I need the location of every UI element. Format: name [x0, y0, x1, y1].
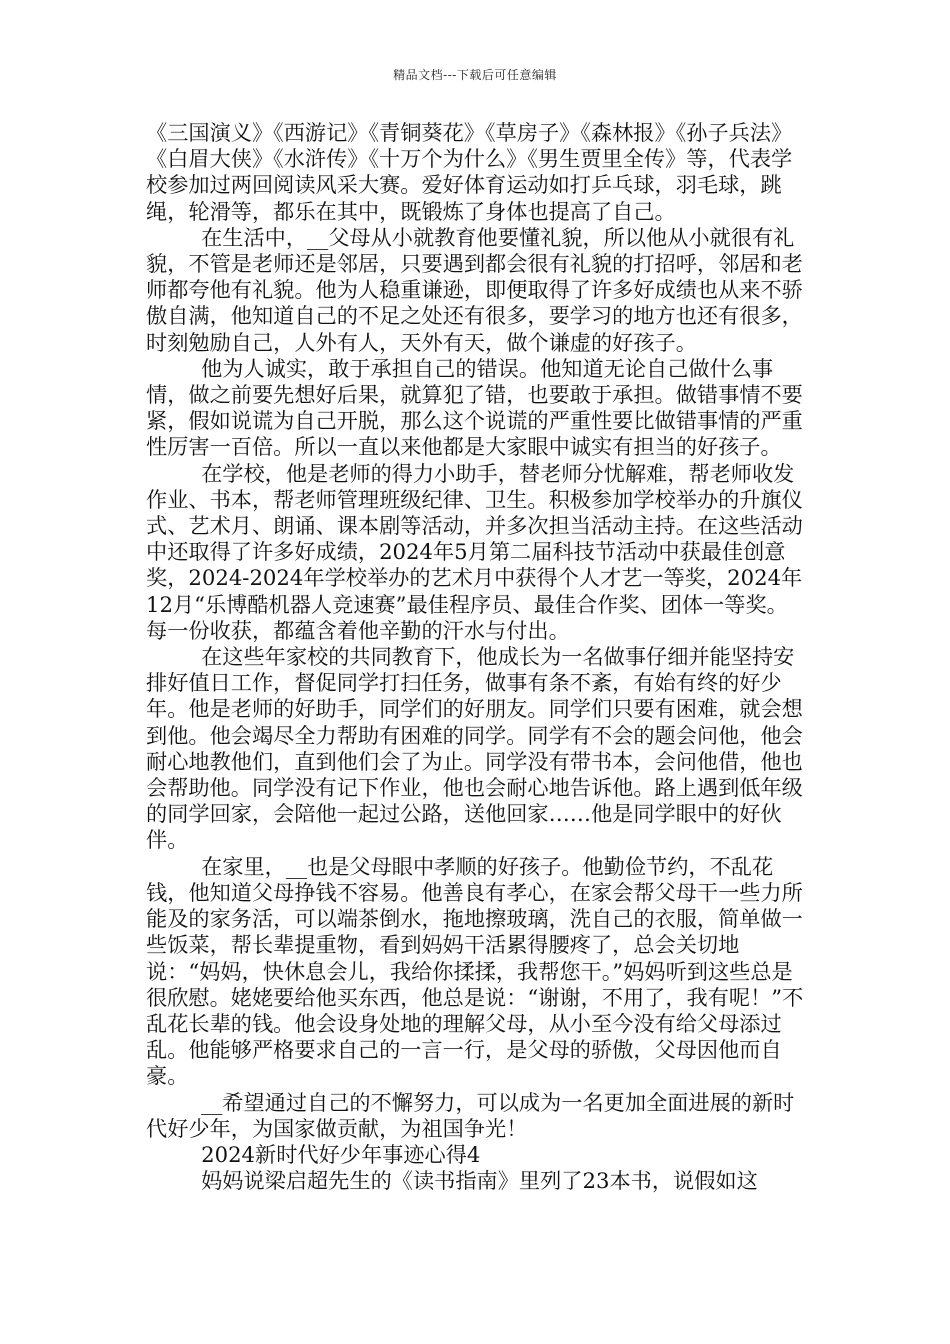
document-body [146, 120, 806, 1194]
paragraph-next-section: 妈妈说梁启超先生的《读书指南》里列了23本书，说假如这 [201, 1168, 758, 1194]
paragraph-honesty: 他为人诚实，敢于承担自己的错误。他知道无论自己做什么事情，做之前要先想好后果，就算犯了错，也要敢于承担。做错事情不要紧，假如说谎为自己开脱，那么这个说谎的严重性要比做错事情的严重性厉害一百倍。所以一直以来他都是大家眼中诚实有担当的好孩子。 [146, 355, 803, 460]
page-header: 精品文档---下载后可任意编辑 [393, 68, 557, 82]
paragraph-school: 在学校，他是老师的得力小助手，替老师分忧解难，帮老师收发作业、书本，帮老师管理班级纪律、卫生。积极参加学校举办的升旗仪式、艺术月、朗诵、课本剧等活动，并多次担当活动主持。在这些活动中还取得了许多好成绩，2024年5月第二届科技节活动中获最佳创意奖，2024-2024年学校举办的艺术月中获得个人才艺一等奖，2024年12月“乐博酷机器人竞速赛”最佳程序员、最佳合作奖、团体一等奖。每一份收获，都蕴含着他辛勤的汗水与付出。 [146, 460, 803, 643]
paragraph-politeness: 在生活中，__父母从小就教育他要懂礼貌，所以他从小就很有礼貌，不管是老师还是邻居，只要遇到都会很有礼貌的打招呼，邻居和老师都夸他有礼貌。他为人稳重谦逊，即便取得了许多好成绩也从来不骄傲自满，他知道自己的不足之处还有很多，要学习的地方也还有很多，时刻勉励自己，人外有人，天外有天，做个谦虚的好孩子。 [146, 224, 803, 355]
paragraph-home: 在家里，__也是父母眼中孝顺的好孩子。他勤俭节约，不乱花钱，他知道父母挣钱不容易。他善良有孝心，在家会帮父母干一些力所能及的家务活，可以端茶倒水，拖地擦玻璃，洗自己的衣服，简单做一些饭菜，帮长辈提重物，看到妈妈干活累得腰疼了，总会关切地说：“妈妈，快休息会儿，我给你揉揉，我帮您干。”妈妈听到这些总是很欣慰。姥姥要给他买东西，他总是说：“谢谢，不用了，我有呢！”不乱花长辈的钱。他会设身处地的理解父母，从小至今没有给父母添过乱。他能够严格要求自己的一言一行，是父母的骄傲，父母因他而自豪。 [146, 853, 804, 1089]
paragraph-classmates: 在这些年家校的共同教育下，他成长为一名做事仔细并能坚持安排好值日工作，督促同学打扫任务，做事有条不紊，有始有终的好少年。他是老师的好助手，同学们的好朋友。同学们只要有困难，就会想到他。他会竭尽全力帮助有困难的同学。同学有不会的题会问他，他会耐心地教他们，直到他们会了为止。同学没有带书本，会问他借，他也会帮助他。同学没有记下作业，他也会耐心地告诉他。路上遇到低年级的同学回家，会陪他一起过公路，送他回家……他是同学眼中的好伙伴。 [146, 644, 803, 853]
paragraph-hope: __希望通过自己的不懈努力，可以成为一名更加全面进展的新时代好少年，为国家做贡献，为祖国争光！ [146, 1089, 795, 1141]
section-heading: 2024新时代好少年事迹心得4 [201, 1141, 481, 1167]
paragraph-reading-list: 《三国演义》《西游记》《青铜葵花》《草房子》《森林报》《孙子兵法》《白眉大侠》《水浒传》《十万个为什么》《男生贾里全传》等，代表学校参加过两回阅读风采大赛。爱好体育运动如打乒乓球，羽毛球，跳绳，轮滑等，都乐在其中，既锻炼了身体也提高了自己。 [146, 120, 793, 224]
